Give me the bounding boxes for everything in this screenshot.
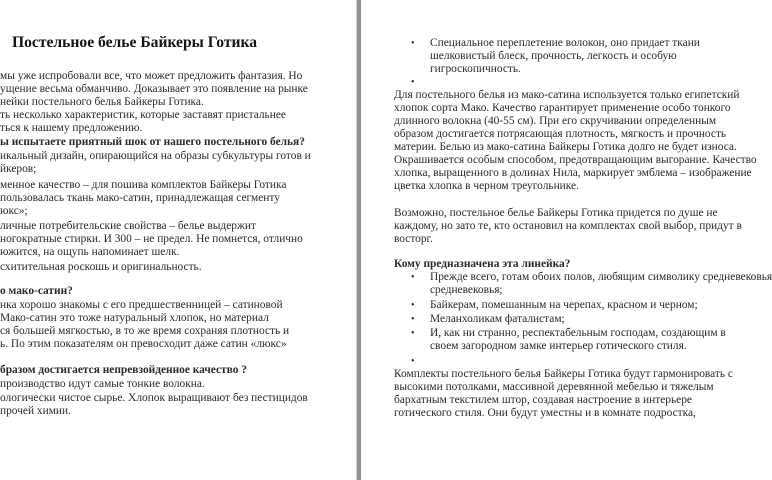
sets-line: Комплекты постельного белья Байкеры Готика будут гармонировать с <box>394 368 733 380</box>
weave-line: шелковистый блеск, прочность, легкость и особую <box>430 50 677 62</box>
intro-line: нейки постельного белья Байкеры Готика. <box>0 96 204 108</box>
perhaps-line: каждому, но зато те, кто остановил на комплектах свой выбор, придут в <box>394 220 742 232</box>
mako-line: ся большей мягкостью, в то же время сохраняя плотность и <box>0 325 290 337</box>
heading-mako: о мако-сатин? <box>0 285 73 297</box>
egypt-line: хлопка, выращенного в долинах Нила, маркирует эмблема – изображение <box>394 167 752 179</box>
bullet-icon: • <box>411 38 415 49</box>
egypt-line: длинного волокна (40-55 см). При его скручивании определенным <box>394 115 717 127</box>
quality-line: ологически чистое сырье. Хлопок выращивают без пестицидов <box>0 392 308 404</box>
mako-line: Мако-сатин это тоже натуральный хлопок, но материал <box>0 312 269 324</box>
quality-line: производство идут самые тонкие волокна. <box>0 378 205 390</box>
heading-quality: бразом достигается непревзойденное качество ? <box>0 364 247 376</box>
bullet-icon: • <box>411 300 415 311</box>
heading-shock: ы испытаете приятный шок от нашего постельного белья? <box>0 136 305 148</box>
bullet-icon: • <box>411 328 415 339</box>
weave-line: Специальное переплетение волокон, оно придает ткани <box>430 37 700 49</box>
bullet-icon: • <box>411 272 415 283</box>
feature-line: схитительная роскошь и оригинальность. <box>0 261 202 273</box>
feature-line: южится, на ощупь напоминает шелк. <box>0 246 180 258</box>
perhaps-line: восторг. <box>394 233 433 245</box>
audience-item: Прежде всего, готам обоих полов, любящим символику средневековья <box>430 271 772 283</box>
feature-line: личные потребительские свойства – белье выдержит <box>0 220 256 232</box>
perhaps-line: Возможно, постельное белье Байкеры Готика придется по душе не <box>394 207 718 219</box>
sets-line: бархатным текстилем штор, создавая настроение в интерьере <box>394 394 692 406</box>
egypt-line: хлопок сорта Мако. Качество гарантирует применение особо тонкого <box>394 102 731 114</box>
quality-line: прочей химии. <box>0 405 71 417</box>
mako-line: нка хорошо знакомы с его предшественницей – сатиновой <box>0 299 283 311</box>
document-page-right <box>361 0 772 480</box>
feature-line: йкеров; <box>0 163 37 175</box>
feature-line: ногократные стирки. И 300 – не предел. Не помнется, отлично <box>0 233 303 245</box>
sets-line: высокими потолками, массивной деревянной мебелью и тяжелым <box>394 381 714 393</box>
intro-line: ущение весьма обманчиво. Доказывает это появление на рынке <box>0 83 308 95</box>
audience-item: И, как ни странно, респектабельным господам, создающим в <box>430 327 726 339</box>
egypt-line: Окрашивается особым способом, предотвращающим выгорание. Качество <box>394 154 757 166</box>
egypt-line: цветка хлопка в черном треугольнике. <box>394 180 579 192</box>
audience-item: средневековья; <box>430 284 503 296</box>
egypt-line: Для постельного белья из мако-сатина используется только египетский <box>394 89 740 101</box>
egypt-line: материи. Белью из мако-сатина Байкеры Готика долго не будет износа. <box>394 141 737 153</box>
bullet-icon: • <box>411 77 415 88</box>
intro-line: мы уже испробовали все, что может предложить фантазия. Но <box>0 70 303 82</box>
intro-line: ться к нашему предложению. <box>0 122 143 134</box>
mako-line: ь. По этим показателям он превосходит даже сатин «люкс» <box>0 338 287 350</box>
weave-line: гигроскопичность. <box>430 63 521 75</box>
document-page-left <box>0 0 357 480</box>
feature-line: юкс»; <box>0 205 28 217</box>
audience-item: своем загородном замке интерьер готического стиля. <box>430 340 687 352</box>
feature-line: икальный дизайн, опирающийся на образы субкультуры готов и <box>0 150 311 162</box>
audience-item: Меланхоликам фаталистам; <box>430 313 565 325</box>
sets-line: готического стиля. Они будут уместны и в комнате подростка, <box>394 407 696 419</box>
feature-line: пользовалась ткань мако-сатин, принадлежащая сегменту <box>0 192 280 204</box>
audience-item: Байкерам, помешанным на черепах, красном и черном; <box>430 299 698 311</box>
bullet-icon: • <box>411 314 415 325</box>
document-title: Постельное белье Байкеры Готика <box>12 34 258 51</box>
feature-line: менное качество – для пошива комплектов Байкеры Готика <box>0 179 287 191</box>
bullet-icon: • <box>411 356 415 367</box>
intro-line: ть несколько характеристик, которые заставят пристальнее <box>0 109 286 121</box>
egypt-line: образом достигается потрясающая плотность, мягкость и прочность <box>394 128 727 140</box>
heading-audience: Кому предназначена эта линейка? <box>394 258 571 270</box>
